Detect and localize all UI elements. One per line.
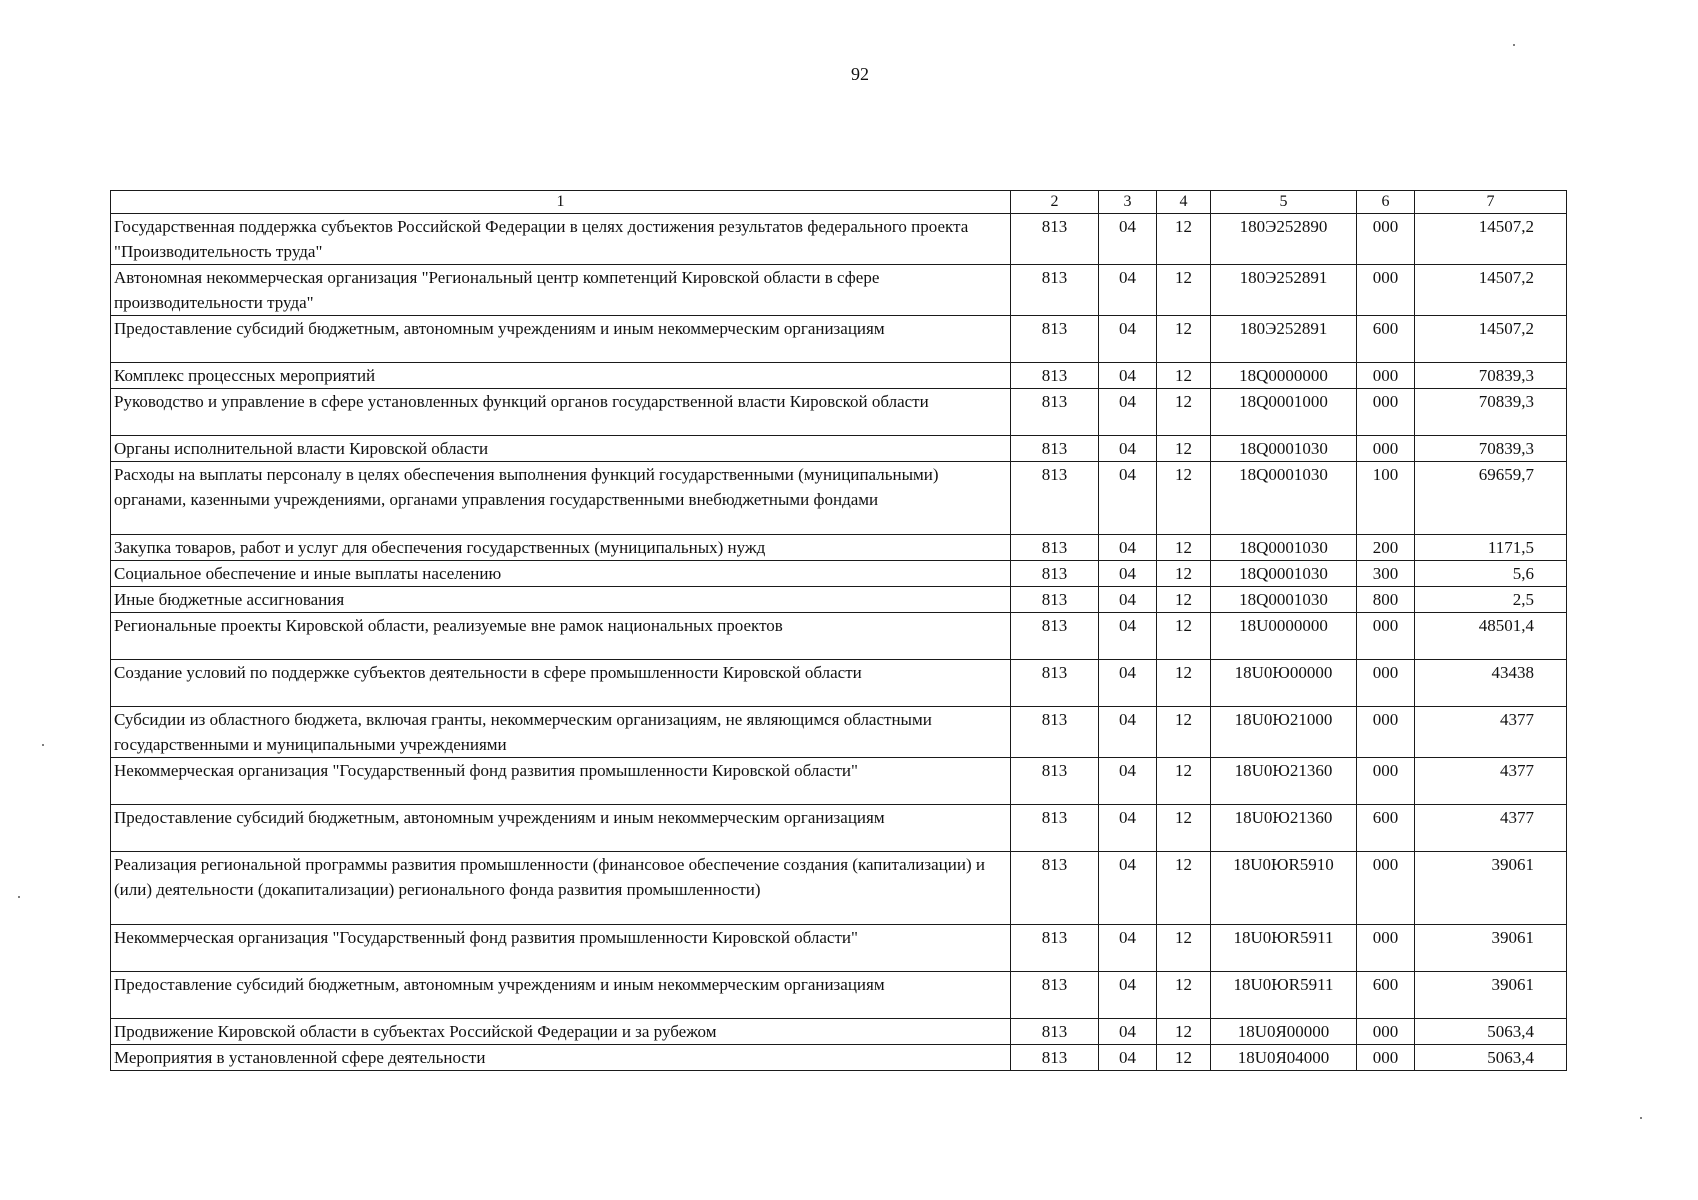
column-header: 6 xyxy=(1357,191,1415,214)
cell-sum: 1171,5 xyxy=(1415,535,1567,561)
cell-sum: 39061 xyxy=(1415,925,1567,972)
cell-target: 18U0Ю21360 xyxy=(1211,805,1357,852)
cell-name: Закупка товаров, работ и услуг для обеспечения государственных (муниципальных) нужд xyxy=(111,535,1011,561)
cell-target: 18Q0001030 xyxy=(1211,462,1357,535)
cell-code: 813 xyxy=(1011,758,1099,805)
cell-sum: 39061 xyxy=(1415,852,1567,925)
cell-target: 18U0Ю21360 xyxy=(1211,758,1357,805)
cell-type: 200 xyxy=(1357,535,1415,561)
cell-code: 813 xyxy=(1011,265,1099,316)
cell-code: 813 xyxy=(1011,587,1099,613)
cell-sum: 39061 xyxy=(1415,972,1567,1019)
cell-target: 18U0Я04000 xyxy=(1211,1045,1357,1071)
cell-section: 04 xyxy=(1099,852,1157,925)
column-header: 5 xyxy=(1211,191,1357,214)
cell-code: 813 xyxy=(1011,535,1099,561)
cell-section: 04 xyxy=(1099,363,1157,389)
column-header: 1 xyxy=(111,191,1011,214)
cell-subsection: 12 xyxy=(1157,613,1211,660)
column-header: 2 xyxy=(1011,191,1099,214)
scan-speck xyxy=(1513,44,1515,46)
cell-target: 18U0Ю00000 xyxy=(1211,660,1357,707)
cell-target: 18U0Я00000 xyxy=(1211,1019,1357,1045)
cell-section: 04 xyxy=(1099,925,1157,972)
cell-type: 000 xyxy=(1357,214,1415,265)
cell-target: 18U0ЮR5911 xyxy=(1211,925,1357,972)
cell-sum: 5,6 xyxy=(1415,561,1567,587)
cell-target: 18Q0001000 xyxy=(1211,389,1357,436)
cell-name: Субсидии из областного бюджета, включая гранты, некоммерческим организациям, не являющимся областными государственными и муниципальными учреждениями xyxy=(111,707,1011,758)
cell-target: 18Q0001030 xyxy=(1211,436,1357,462)
cell-type: 000 xyxy=(1357,660,1415,707)
table-row xyxy=(111,214,1567,265)
cell-target: 18U0000000 xyxy=(1211,613,1357,660)
cell-section: 04 xyxy=(1099,707,1157,758)
cell-target: 18Q0001030 xyxy=(1211,587,1357,613)
column-header: 7 xyxy=(1415,191,1567,214)
cell-name: Некоммерческая организация "Государственный фонд развития промышленности Кировской области" xyxy=(111,925,1011,972)
table-row xyxy=(111,805,1567,852)
table-row xyxy=(111,972,1567,1019)
table-row xyxy=(111,852,1567,925)
cell-name: Создание условий по поддержке субъектов деятельности в сфере промышленности Кировской области xyxy=(111,660,1011,707)
cell-sum: 4377 xyxy=(1415,707,1567,758)
table-row xyxy=(111,535,1567,561)
table-row xyxy=(111,758,1567,805)
cell-type: 000 xyxy=(1357,363,1415,389)
cell-type: 000 xyxy=(1357,265,1415,316)
cell-name: Некоммерческая организация "Государственный фонд развития промышленности Кировской области" xyxy=(111,758,1011,805)
cell-section: 04 xyxy=(1099,316,1157,363)
table-row xyxy=(111,1045,1567,1071)
cell-subsection: 12 xyxy=(1157,1019,1211,1045)
cell-type: 300 xyxy=(1357,561,1415,587)
cell-subsection: 12 xyxy=(1157,852,1211,925)
cell-sum: 5063,4 xyxy=(1415,1019,1567,1045)
table-row xyxy=(111,613,1567,660)
cell-subsection: 12 xyxy=(1157,316,1211,363)
cell-subsection: 12 xyxy=(1157,805,1211,852)
cell-code: 813 xyxy=(1011,1019,1099,1045)
cell-section: 04 xyxy=(1099,1045,1157,1071)
cell-code: 813 xyxy=(1011,925,1099,972)
scan-speck xyxy=(18,896,20,898)
cell-type: 000 xyxy=(1357,707,1415,758)
cell-code: 813 xyxy=(1011,660,1099,707)
cell-type: 000 xyxy=(1357,389,1415,436)
cell-name: Продвижение Кировской области в субъектах Российской Федерации и за рубежом xyxy=(111,1019,1011,1045)
cell-name: Реализация региональной программы развития промышленности (финансовое обеспечение создания (капитализации) и (или) деятельности (докапитализации) регионального фонда развития промышленности) xyxy=(111,852,1011,925)
cell-sum: 70839,3 xyxy=(1415,363,1567,389)
table-row xyxy=(111,363,1567,389)
table-row xyxy=(111,707,1567,758)
cell-section: 04 xyxy=(1099,214,1157,265)
cell-target: 18U0Ю21000 xyxy=(1211,707,1357,758)
cell-sum: 14507,2 xyxy=(1415,214,1567,265)
cell-subsection: 12 xyxy=(1157,363,1211,389)
cell-target: 180Э252891 xyxy=(1211,265,1357,316)
cell-sum: 14507,2 xyxy=(1415,265,1567,316)
cell-sum: 69659,7 xyxy=(1415,462,1567,535)
scan-speck xyxy=(1640,1117,1642,1119)
cell-section: 04 xyxy=(1099,436,1157,462)
cell-code: 813 xyxy=(1011,613,1099,660)
cell-type: 000 xyxy=(1357,852,1415,925)
cell-subsection: 12 xyxy=(1157,462,1211,535)
cell-name: Предоставление субсидий бюджетным, автономным учреждениям и иным некоммерческим организациям xyxy=(111,805,1011,852)
column-header: 3 xyxy=(1099,191,1157,214)
table-row xyxy=(111,587,1567,613)
table-row xyxy=(111,462,1567,535)
cell-name: Региональные проекты Кировской области, реализуемые вне рамок национальных проектов xyxy=(111,613,1011,660)
cell-type: 100 xyxy=(1357,462,1415,535)
cell-sum: 43438 xyxy=(1415,660,1567,707)
cell-section: 04 xyxy=(1099,613,1157,660)
cell-type: 000 xyxy=(1357,613,1415,660)
budget-table xyxy=(110,190,1567,1071)
header-row xyxy=(111,191,1567,214)
cell-section: 04 xyxy=(1099,660,1157,707)
cell-section: 04 xyxy=(1099,587,1157,613)
cell-subsection: 12 xyxy=(1157,925,1211,972)
cell-subsection: 12 xyxy=(1157,561,1211,587)
cell-sum: 70839,3 xyxy=(1415,389,1567,436)
cell-subsection: 12 xyxy=(1157,660,1211,707)
cell-type: 800 xyxy=(1357,587,1415,613)
cell-name: Социальное обеспечение и иные выплаты населению xyxy=(111,561,1011,587)
cell-type: 000 xyxy=(1357,758,1415,805)
cell-code: 813 xyxy=(1011,462,1099,535)
cell-section: 04 xyxy=(1099,1019,1157,1045)
cell-subsection: 12 xyxy=(1157,972,1211,1019)
cell-subsection: 12 xyxy=(1157,214,1211,265)
column-header: 4 xyxy=(1157,191,1211,214)
cell-target: 180Э252891 xyxy=(1211,316,1357,363)
table-row xyxy=(111,1019,1567,1045)
cell-code: 813 xyxy=(1011,389,1099,436)
cell-target: 18Q0001030 xyxy=(1211,561,1357,587)
cell-section: 04 xyxy=(1099,758,1157,805)
table-row xyxy=(111,925,1567,972)
cell-subsection: 12 xyxy=(1157,587,1211,613)
cell-code: 813 xyxy=(1011,852,1099,925)
cell-target: 18U0ЮR5910 xyxy=(1211,852,1357,925)
cell-subsection: 12 xyxy=(1157,1045,1211,1071)
cell-name: Органы исполнительной власти Кировской области xyxy=(111,436,1011,462)
cell-target: 180Э252890 xyxy=(1211,214,1357,265)
cell-name: Предоставление субсидий бюджетным, автономным учреждениям и иным некоммерческим организациям xyxy=(111,316,1011,363)
table-row xyxy=(111,316,1567,363)
cell-target: 18Q0000000 xyxy=(1211,363,1357,389)
cell-subsection: 12 xyxy=(1157,758,1211,805)
cell-sum: 70839,3 xyxy=(1415,436,1567,462)
cell-subsection: 12 xyxy=(1157,389,1211,436)
cell-code: 813 xyxy=(1011,363,1099,389)
scan-speck xyxy=(42,744,44,746)
cell-type: 600 xyxy=(1357,805,1415,852)
cell-name: Предоставление субсидий бюджетным, автономным учреждениям и иным некоммерческим организациям xyxy=(111,972,1011,1019)
cell-sum: 5063,4 xyxy=(1415,1045,1567,1071)
cell-name: Государственная поддержка субъектов Российской Федерации в целях достижения результатов федерального проекта "Производительность труда" xyxy=(111,214,1011,265)
cell-name: Комплекс процессных мероприятий xyxy=(111,363,1011,389)
cell-section: 04 xyxy=(1099,561,1157,587)
cell-sum: 48501,4 xyxy=(1415,613,1567,660)
table-row xyxy=(111,436,1567,462)
cell-code: 813 xyxy=(1011,316,1099,363)
cell-subsection: 12 xyxy=(1157,707,1211,758)
table-row xyxy=(111,389,1567,436)
cell-section: 04 xyxy=(1099,535,1157,561)
cell-sum: 14507,2 xyxy=(1415,316,1567,363)
cell-code: 813 xyxy=(1011,707,1099,758)
cell-section: 04 xyxy=(1099,805,1157,852)
cell-code: 813 xyxy=(1011,1045,1099,1071)
cell-section: 04 xyxy=(1099,462,1157,535)
cell-code: 813 xyxy=(1011,214,1099,265)
cell-target: 18Q0001030 xyxy=(1211,535,1357,561)
cell-name: Расходы на выплаты персоналу в целях обеспечения выполнения функций государственными (муниципальными) органами, казенными учреждениями, органами управления государственными внебюджетными фондами xyxy=(111,462,1011,535)
cell-type: 600 xyxy=(1357,972,1415,1019)
cell-section: 04 xyxy=(1099,972,1157,1019)
cell-code: 813 xyxy=(1011,805,1099,852)
cell-type: 600 xyxy=(1357,316,1415,363)
cell-type: 000 xyxy=(1357,1045,1415,1071)
cell-type: 000 xyxy=(1357,1019,1415,1045)
cell-code: 813 xyxy=(1011,436,1099,462)
table-row xyxy=(111,660,1567,707)
cell-type: 000 xyxy=(1357,436,1415,462)
table-row xyxy=(111,265,1567,316)
cell-sum: 4377 xyxy=(1415,758,1567,805)
cell-sum: 2,5 xyxy=(1415,587,1567,613)
cell-code: 813 xyxy=(1011,561,1099,587)
cell-subsection: 12 xyxy=(1157,436,1211,462)
cell-name: Автономная некоммерческая организация "Региональный центр компетенций Кировской области в сфере производительности труда" xyxy=(111,265,1011,316)
page-number: 92 xyxy=(851,64,869,84)
cell-name: Руководство и управление в сфере установленных функций органов государственной власти Кировской области xyxy=(111,389,1011,436)
cell-code: 813 xyxy=(1011,972,1099,1019)
cell-subsection: 12 xyxy=(1157,265,1211,316)
cell-section: 04 xyxy=(1099,265,1157,316)
cell-target: 18U0ЮR5911 xyxy=(1211,972,1357,1019)
cell-section: 04 xyxy=(1099,389,1157,436)
cell-subsection: 12 xyxy=(1157,535,1211,561)
cell-name: Мероприятия в установленной сфере деятельности xyxy=(111,1045,1011,1071)
table-row xyxy=(111,561,1567,587)
cell-name: Иные бюджетные ассигнования xyxy=(111,587,1011,613)
cell-type: 000 xyxy=(1357,925,1415,972)
cell-sum: 4377 xyxy=(1415,805,1567,852)
